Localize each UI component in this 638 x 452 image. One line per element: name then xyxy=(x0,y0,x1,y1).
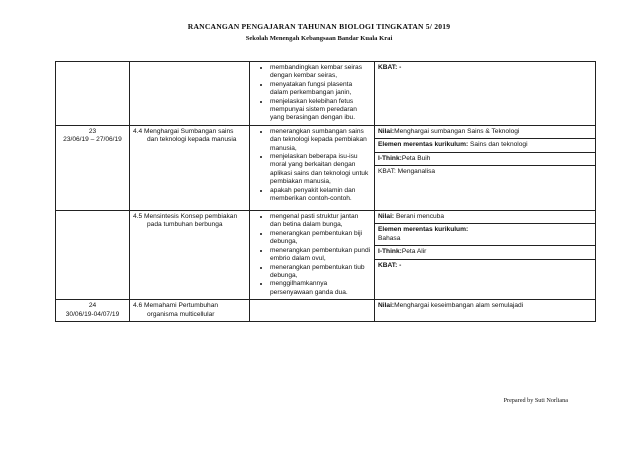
table-row xyxy=(56,300,596,322)
elemen-row xyxy=(375,224,595,246)
document-title: RANCANGAN PENGAJARAN TAHUNAN BIOLOGI TINGKATAN 5/ 2019 xyxy=(187,22,451,31)
objective-item: • membandingkan kembar seiras dengan kembar seiras, xyxy=(270,64,371,81)
kbat-text: KBAT: Menganalisa xyxy=(378,168,436,176)
elemen-label: Elemen merentas kurikulum: xyxy=(378,141,469,149)
nilai-label: Nilai: xyxy=(378,302,395,310)
nilai-label: Nilai: xyxy=(378,213,395,221)
prepared-by: Prepared by Suti Norliana xyxy=(503,397,568,404)
week-number: 24 xyxy=(88,302,97,310)
objective-item: • menjelaskan kelebihan fetus mempunyai sistem peredaran yang berasingan dengan ibu. xyxy=(270,98,371,123)
nilai-text: Berani mencuba xyxy=(395,213,444,221)
week-cell xyxy=(56,211,130,300)
table-row xyxy=(56,62,596,126)
standard-cell xyxy=(130,300,250,322)
standard-cell xyxy=(130,211,250,300)
table-row xyxy=(56,125,596,210)
objectives-cell xyxy=(250,125,375,210)
lesson-plan-table xyxy=(55,61,596,322)
elemen-label: Elemen merentas kurikulum: xyxy=(378,226,469,234)
week-cell xyxy=(56,300,130,322)
values-cell xyxy=(375,125,596,210)
elemen-text: Sains dan teknologi xyxy=(470,141,528,149)
objective-item: • menerangkan pembentukan tiub debunga, xyxy=(270,264,371,281)
standard-cell xyxy=(130,125,250,210)
week-cell xyxy=(56,62,130,126)
objective-item: • menjelaskan beberapa isu-isu moral yang berkaitan dengan aplikasi sains dan teknologi untuk pembiakan manusia, xyxy=(270,153,371,187)
objective-item: • menerangkan sumbangan sains dan teknologi kepada pembiakan manusia, xyxy=(270,128,371,153)
objectives-cell xyxy=(250,211,375,300)
standard-title: Memahami Pertumbuhan organisma multicellular xyxy=(144,302,219,318)
ithink-label: I-Think: xyxy=(378,154,402,162)
ithink-row xyxy=(375,246,595,259)
standard-title: Menghargai Sumbangan sains dan teknologi kepada manusia xyxy=(144,127,237,144)
standard-code: 4.4 xyxy=(133,127,143,135)
standard-code: 4.5 xyxy=(133,213,143,221)
standard-title: Mensintesis Konsep pembiakan pada tumbuhan berbunga xyxy=(144,213,238,229)
nilai-row xyxy=(375,300,595,312)
elemen-text: Bahasa xyxy=(378,234,401,242)
values-cell xyxy=(375,300,596,322)
school-name: Sekolah Menengah Kebangsaan Bandar Kuala Krai xyxy=(245,35,393,42)
objective-item: • apakah penyakit kelamin dan memberikan contoh-contoh. xyxy=(270,187,371,204)
nilai-text: Menghargai keseimbangan alam semulajadi xyxy=(394,302,524,310)
ithink-label: I-Think: xyxy=(378,248,402,256)
nilai-text: Menghargai sumbangan Sains & Teknologi xyxy=(394,127,520,135)
standard-code: 4.6 xyxy=(133,302,143,310)
objectives-cell xyxy=(250,300,375,322)
objective-item: • menggilhamkannya persenyawaan ganda dua. xyxy=(270,280,371,297)
week-dates: 30/06/19-04/07/19 xyxy=(65,310,120,318)
week-number: 23 xyxy=(88,127,97,135)
ithink-text: Peta Buih xyxy=(401,154,431,162)
ithink-text: Peta Alir xyxy=(401,248,427,256)
objectives-cell xyxy=(250,62,375,126)
objective-item: • mengenal pasti struktur jantan dan betina dalam bunga, xyxy=(270,213,371,230)
nilai-row xyxy=(375,126,595,139)
elemen-row xyxy=(375,139,595,152)
kbat-text: KBAT: - xyxy=(378,261,402,269)
values-cell xyxy=(375,211,596,300)
objective-item: • menyatakan fungsi plasenta dalam perkembangan janin, xyxy=(270,81,371,98)
objective-item: • menerangkan pembentukan pundi embrio dalam ovul, xyxy=(270,247,371,264)
values-cell xyxy=(375,62,596,126)
kbat-text: KBAT: - xyxy=(378,64,402,71)
week-dates: 23/06/19 – 27/06/19 xyxy=(63,136,122,144)
nilai-row xyxy=(375,211,595,224)
ithink-row xyxy=(375,153,595,166)
objective-item: • menerangkan pembentukan biji debunga, xyxy=(270,230,371,247)
table-row xyxy=(56,211,596,300)
nilai-label: Nilai: xyxy=(378,127,395,135)
standard-cell xyxy=(130,62,250,126)
week-cell xyxy=(56,125,130,210)
